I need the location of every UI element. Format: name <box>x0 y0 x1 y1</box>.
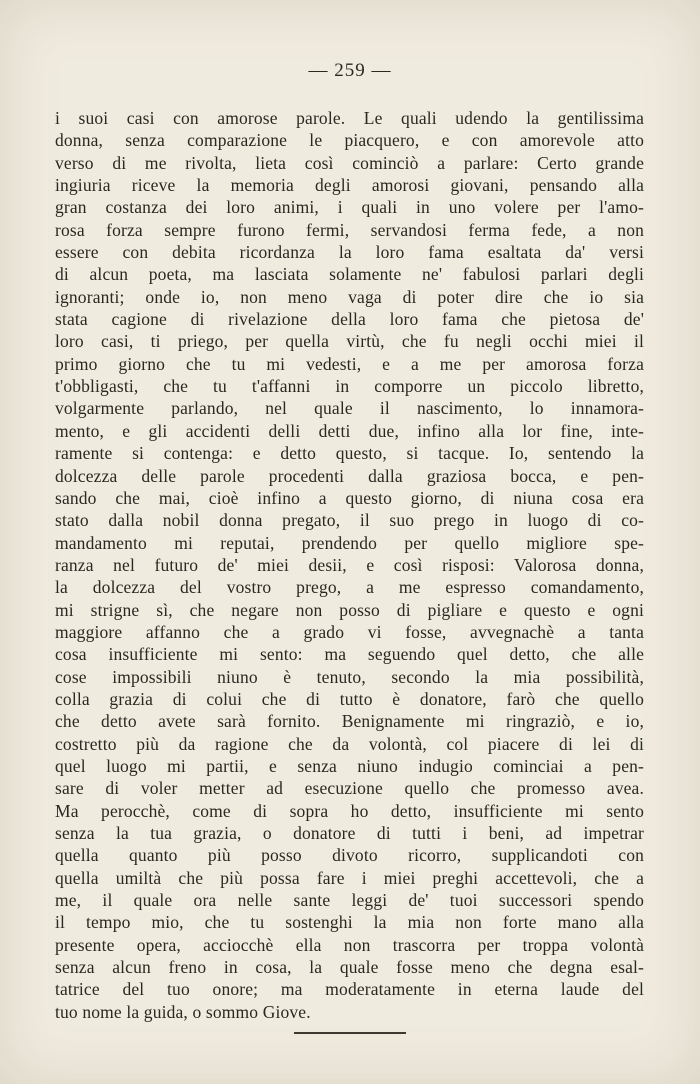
text-line: stato dalla nobil donna pregato, il suo prego in luogo di co- <box>55 510 644 531</box>
text-line: mento, e gli accidenti delli detti due, infino alla lor fine, inte- <box>55 420 644 441</box>
text-line: maggiore affanno che a grado vi fosse, avvegnachè a tanta <box>55 621 644 642</box>
text-line: Ma perocchè, come di sopra ho detto, insufficiente mi sento <box>55 800 644 821</box>
text-line: me, il quale ora nelle sante leggi de' tuoi successori spendo <box>55 890 644 911</box>
text-line: ranza nel futuro de' miei desii, e così risposi: Valorosa donna, <box>55 554 644 575</box>
text-line: senza alcun freno in cosa, la quale fosse meno che degna esal- <box>55 957 644 978</box>
text-line: i suoi casi con amorose parole. Le quali udendo la gentilissima <box>55 108 644 128</box>
text-line: presente opera, acciocchè ella non trascorra per troppa volontà <box>55 934 644 955</box>
text-line: mandamento mi reputai, prendendo per quello migliore spe- <box>55 532 644 553</box>
text-line: essere con debita ricordanza la loro fama esaltata da' versi <box>55 242 644 263</box>
text-line: tatrice del tuo onore; ma moderatamente in eterna laude del <box>55 979 644 1000</box>
text-line: sando che mai, cioè infino a questo giorno, di niuna cosa era <box>55 487 644 508</box>
text-line: il tempo mio, che tu sostenghi la mia non forte mano alla <box>55 912 644 933</box>
section-end-rule <box>294 1032 406 1034</box>
text-line: primo giorno che tu mi vedesti, e a me per amorosa forza <box>55 353 644 374</box>
text-line: mi strigne sì, che negare non posso di pigliare e questo e ogni <box>55 599 644 620</box>
text-line: senza la tua grazia, o donatore di tutti i beni, ad impetrar <box>55 823 644 843</box>
text-line: stata cagione di rivelazione della loro fama che pietosa de' <box>55 309 644 330</box>
text-line: quel luogo mi partii, e senza niuno indugio cominciai a pen- <box>55 755 644 776</box>
text-line: verso di me rivolta, lieta così cominciò a parlare: Certo grande <box>55 152 644 173</box>
text-line: quella quanto più posso divoto ricorro, supplicandoti con <box>55 845 644 866</box>
text-line: gran costanza dei loro animi, i quali in uno volere per l'amo- <box>55 197 644 218</box>
text-line: ingiuria riceve la memoria degli amorosi giovani, pensando alla <box>55 175 644 196</box>
text-line: cose impossibili niuno è tenuto, secondo la mia possibilità, <box>55 666 644 687</box>
text-line: cosa insufficiente mi sento: ma seguendo quel detto, che alle <box>55 644 644 665</box>
text-line: tuo nome la guida, o sommo Giove. <box>55 1001 311 1022</box>
text-line: costretto più da ragione che da volontà, col piacere di lei di <box>55 733 644 754</box>
text-line: loro casi, ti priego, per quella virtù, che fu negli occhi miei il <box>55 331 644 352</box>
text-line: la dolcezza del vostro prego, a me espresso comandamento, <box>55 577 644 598</box>
text-line: t'obbligasti, che tu t'affanni in comporre un piccolo libretto, <box>55 376 644 397</box>
text-line: ramente si contenga: e detto questo, si tacque. Io, sentendo la <box>55 443 644 464</box>
text-line: dolcezza delle parole procedenti dalla graziosa bocca, e pen- <box>55 465 644 486</box>
text-line: di alcun poeta, ma lasciata solamente ne' fabulosi parlari degli <box>55 264 644 285</box>
text-line: ignoranti; onde io, non meno vaga di poter dire che io sia <box>55 286 644 307</box>
text-line: donna, senza comparazione le piacquero, e con amorevole atto <box>55 130 644 151</box>
text-line: che detto avete sarà fornito. Benignamente mi ringraziò, e io, <box>55 711 644 732</box>
text-line: colla grazia di colui che di tutto è donatore, farò che quello <box>55 688 644 709</box>
text-line: sare di voler metter ad esecuzione quello che promesso avea. <box>55 778 644 799</box>
text-line: quella umiltà che più possa fare i miei preghi accettevoli, che a <box>55 867 644 888</box>
text-line: volgarmente parlando, nel quale il nascimento, lo innamora- <box>55 398 644 419</box>
page-number: — 259 — <box>308 60 392 81</box>
body-text <box>55 107 644 1023</box>
text-line: rosa forza sempre furono fermi, servandosi ferma fede, a non <box>55 219 644 240</box>
